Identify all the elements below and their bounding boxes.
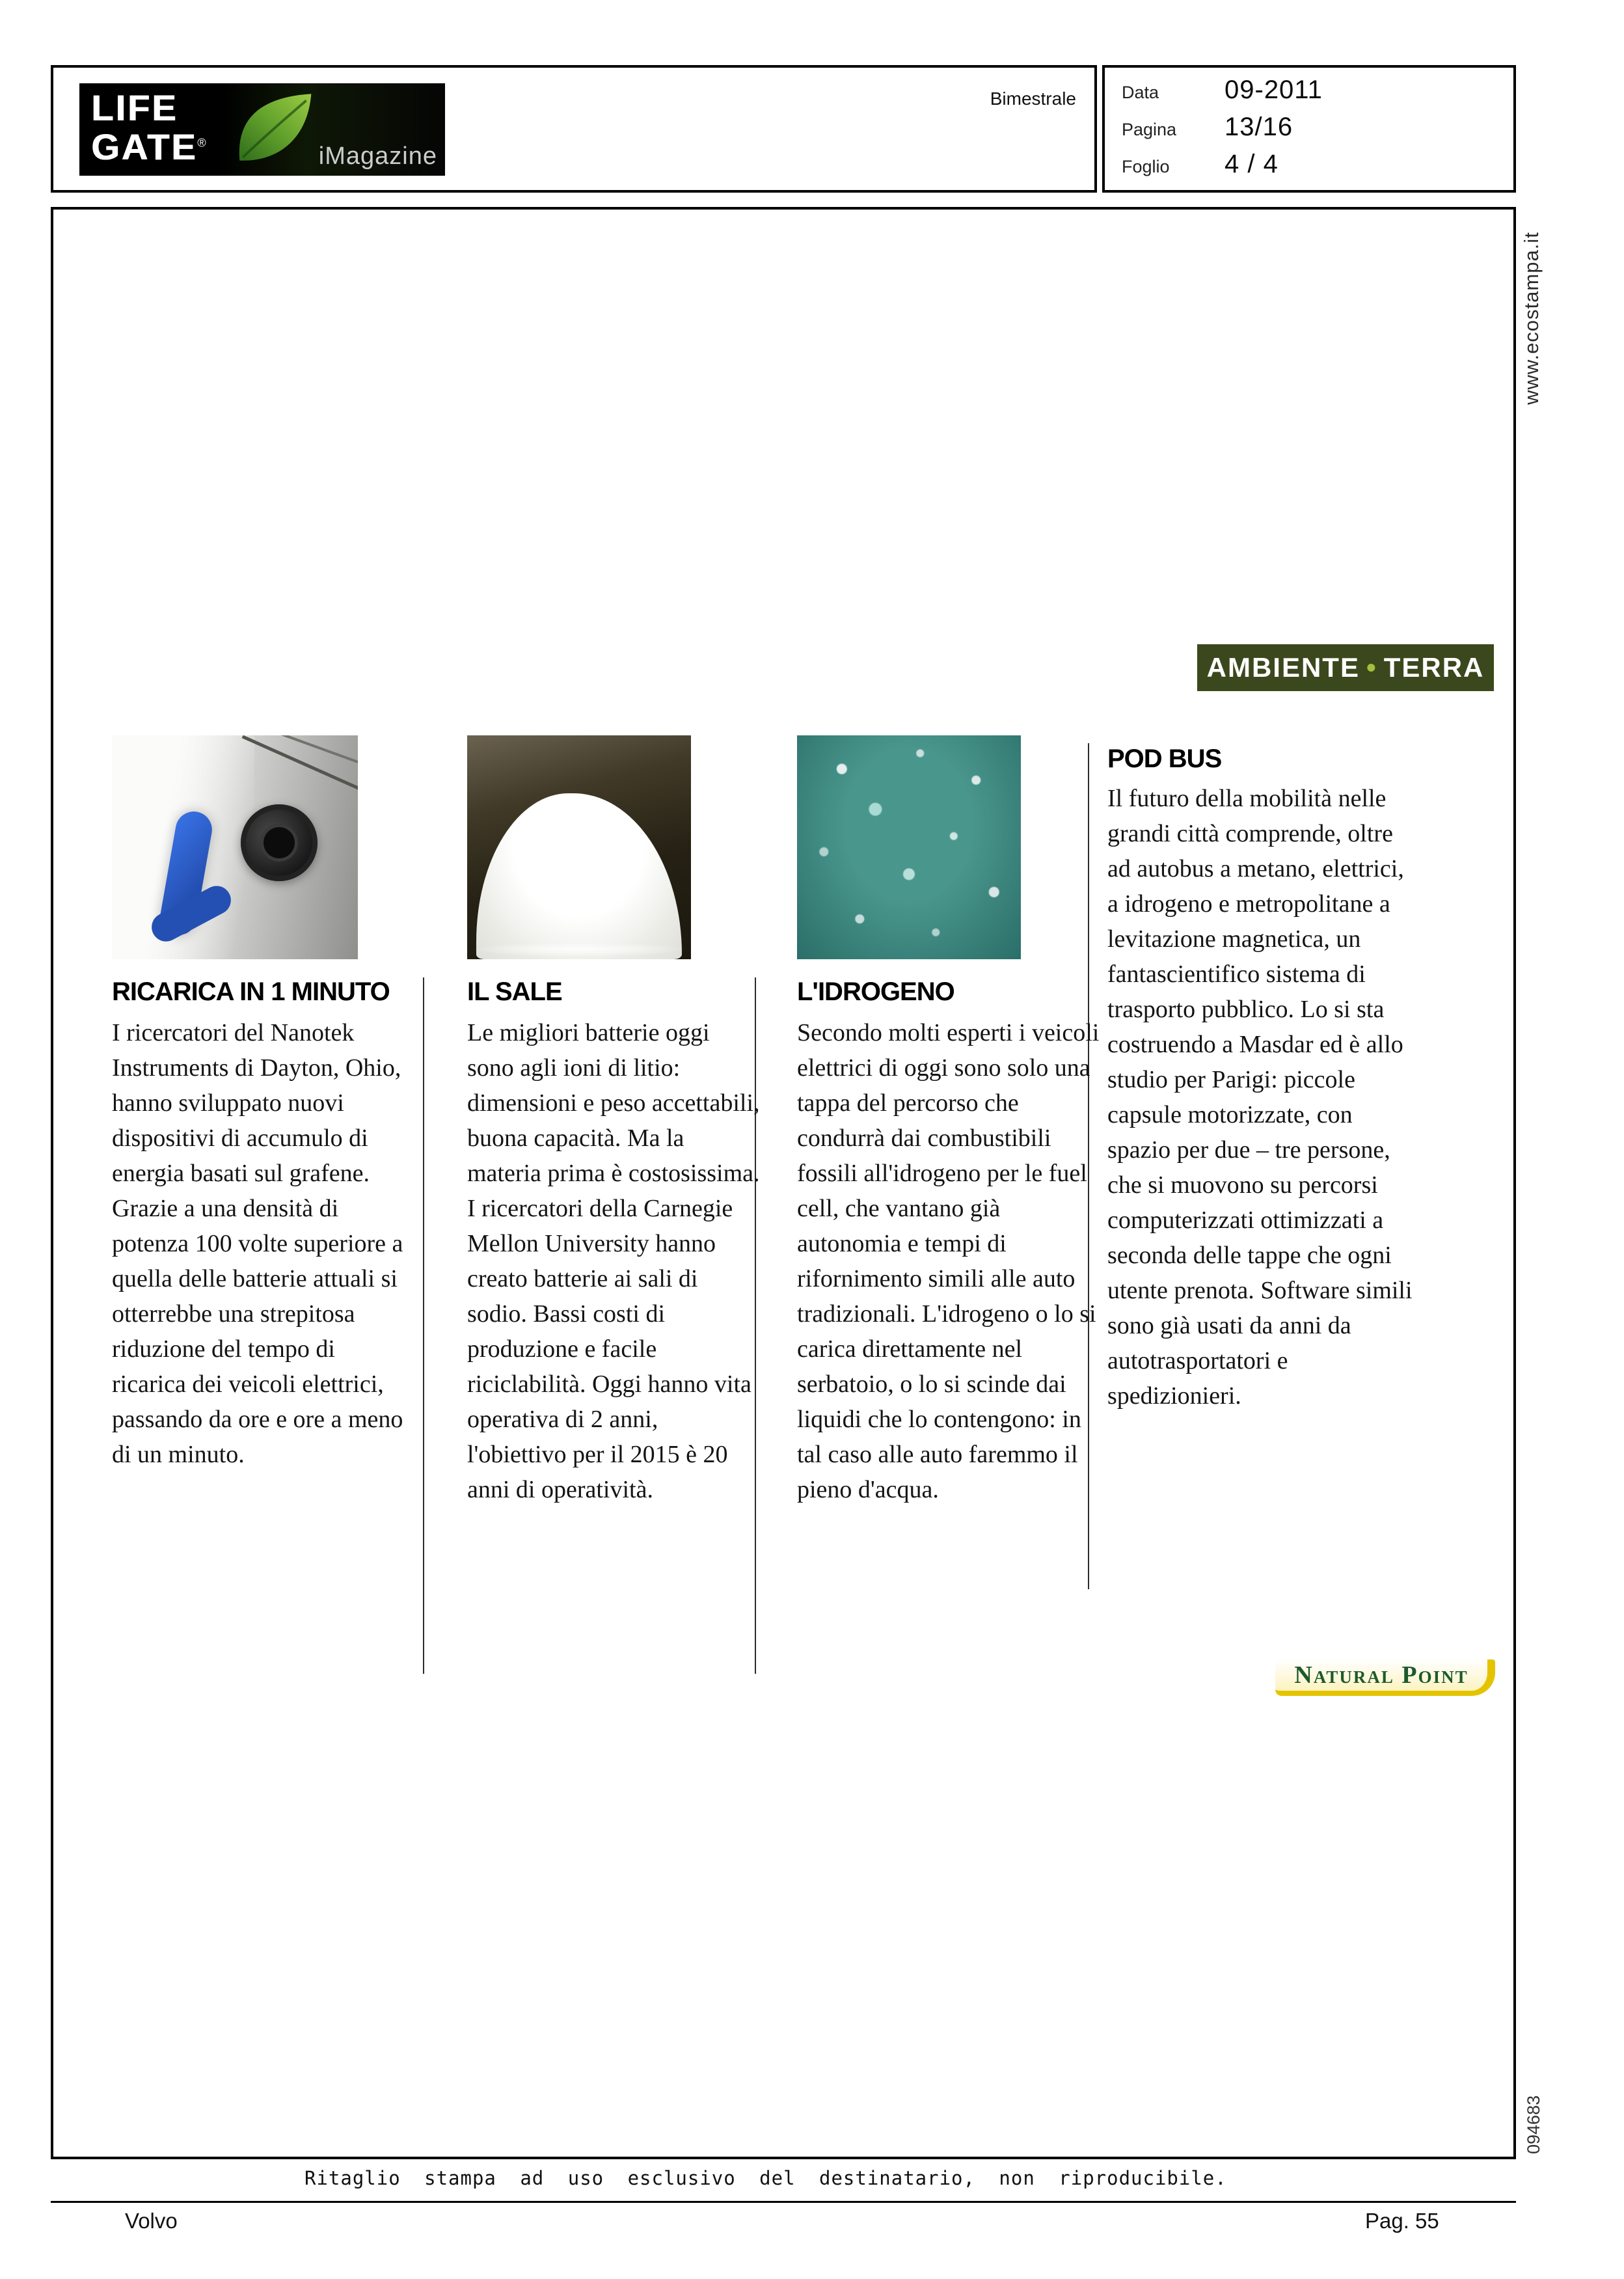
subject-label: Volvo [125,2209,178,2233]
header-box [51,65,1097,193]
footer-rule [51,2201,1516,2203]
logo-word-gate [91,126,208,167]
salt-grains-shape [472,942,686,957]
salt-pile-photo [467,735,691,959]
charge-socket-shape [241,804,318,881]
section-badge-left: AMBIENTE [1206,652,1360,683]
logo-word-life: LIFE [91,87,178,128]
article-title-sale: IL SALE [467,977,562,1006]
cable-line-shape [242,735,358,791]
section-badge [1197,644,1494,691]
meta-value-data: 09-2011 [1225,75,1323,104]
meta-value-pagina: 13/16 [1225,113,1293,141]
article-body-idrogeno: Secondo molti esperti i veicoli elettrici di oggi sono solo una tappa del percorso che condurrà dai combustibili fossili all'idrogeno per le fuel cell, che vantano già autonomia e tempi di rifornimento simili alle auto tradizionali. L'idrogeno o lo si carica direttamente nel serbatoio, o lo si scinde dai liquidi che lo contengono: in tal caso alle auto faremmo il pieno d'acqua. [797,1019,1100,1503]
article-title-podbus: POD BUS [1107,744,1222,773]
page-number-label: Pag. 55 [1365,2209,1439,2233]
frequency-label: Bimestrale [990,89,1076,109]
section-badge-dot-icon: • [1366,652,1377,683]
article-body-sale: Le migliori batterie oggi sono agli ioni di litio: dimensioni e peso accettabili, buona capacità. Ma la materia prima è costosissima. I ricercatori della Carnegie Mellon University hanno creato batterie ai sali di sodio. Bassi costi di produzione e facile riciclabilità. Oggi hanno vita operativa di 2 anni, l'obiettivo per il 2015 è 20 anni di operatività. [467,1019,760,1503]
meta-label-data: Data [1122,83,1159,102]
hydrogen-bubbles-photo [797,735,1021,959]
logo-word-gate-text: GATE [91,126,198,167]
disclaimer-text: Ritaglio stampa ad uso esclusivo del destinatario, non riproducibile. [304,2167,1227,2189]
article-title-ricarica: RICARICA IN 1 MINUTO [112,977,390,1006]
lifegate-logo [79,83,445,176]
article-body-podbus: Il futuro della mobilità nelle grandi città comprende, oltre ad autobus a metano, elettrici, a idrogeno e metropolitane a levitazione magnetica, un fantascientifico sistema di trasporto pubblico. Lo si sta costruendo a Masdar ed è allo studio per Parigi: piccole capsule motorizzate, con spazio per due – tre persone, che si muovono su percorsi computerizzati ottimizzati a seconda delle tappe che ogni utente prenota. Software simili sono già usati da anni da autotrasportatori e spedizionieri. [1107,785,1413,1410]
logo-tagline: iMagazine [318,143,437,170]
salt-mound-shape [476,793,682,959]
article-frame [51,207,1516,2159]
column-divider [423,977,424,1674]
ecostampa-website-label: www.ecostampa.it [1520,232,1543,405]
meta-value-foglio: 4 / 4 [1225,150,1279,178]
ev-charging-plug-photo [112,735,358,959]
article-title-idrogeno: L'IDROGENO [797,977,954,1006]
clipping-code-label: 094683 [1524,2095,1543,2154]
meta-label-foglio: Foglio [1122,157,1170,176]
natural-point-logo [1275,1659,1495,1696]
natural-point-logo-text: Natural Point [1294,1661,1468,1689]
meta-row-data [1122,75,1513,113]
meta-row-foglio [1122,150,1513,187]
meta-label-pagina: Pagina [1122,120,1177,139]
registered-mark: ® [197,136,208,150]
leaf-icon [217,87,332,171]
article-body-ricarica: I ricercatori del Nanotek Instruments di Dayton, Ohio, hanno sviluppato nuovi dispositivi di accumulo di energia basati sul grafene. Grazie a una densità di potenza 100 volte superiore a quella delle batterie attuali si otterrebbe una strepitosa riduzione del tempo di ricarica dei veicoli elettrici, passando da ore e ore a meno di un minuto. [112,1019,403,1468]
meta-row-pagina [1122,113,1513,150]
header-meta-box [1102,65,1516,193]
section-badge-right: TERRA [1383,652,1485,683]
